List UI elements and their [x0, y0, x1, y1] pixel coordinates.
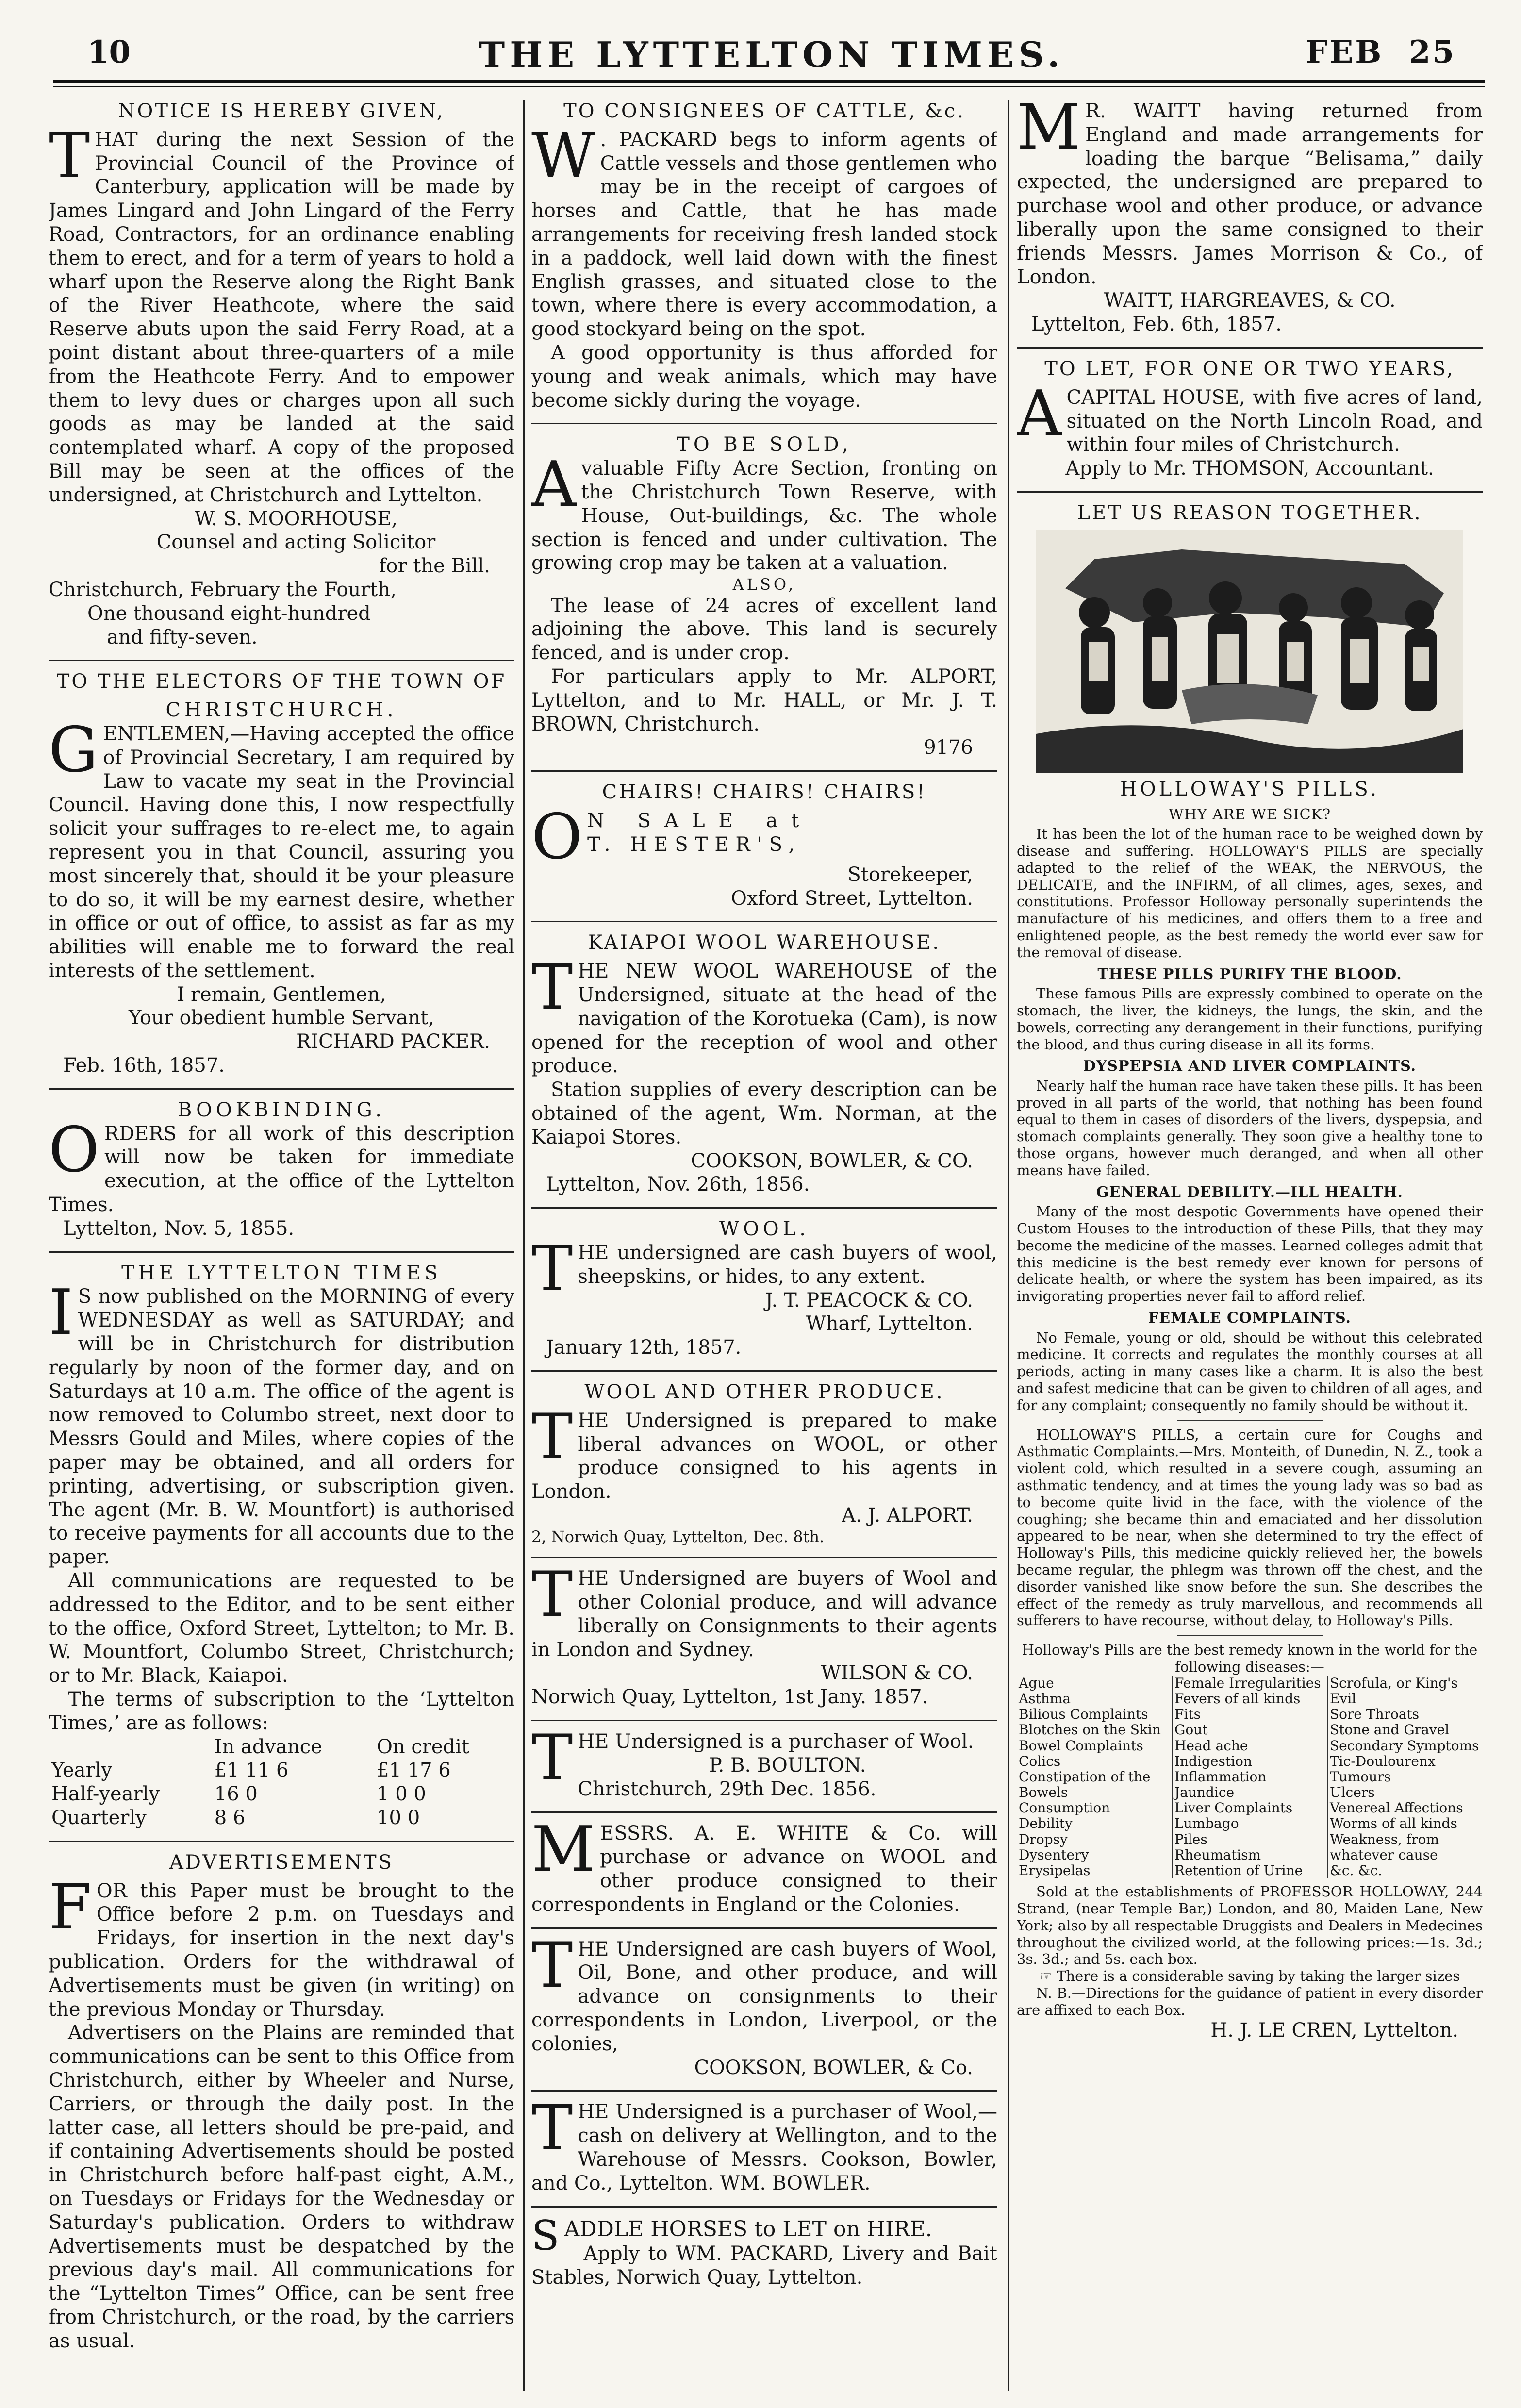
- issue-month: FEB: [1306, 34, 1384, 70]
- table-row: [49, 1806, 514, 1830]
- ad-heading: TO THE ELECTORS OF THE TOWN OF: [56, 670, 507, 693]
- also-label: ALSO,: [732, 575, 796, 594]
- section-heading: DYSPEPSIA AND LIVER COMPLAINTS.: [1083, 1058, 1417, 1075]
- ad-advertisements: [49, 1842, 514, 2364]
- ad-body: Many of the most despotic Governments have opened their Custom Houses to the introduction of these Pills, that they may become the medicine of the masses. Learned colleges admit that this medicine is the best remedy ever known for persons of delicate health, or where the system has been impaired, as its invigorating properties never fail to afford relief.: [1017, 1203, 1483, 1305]
- date-line: Lyttelton, Nov. 26th, 1856.: [546, 1173, 810, 1196]
- drop-cap: G: [49, 714, 99, 786]
- divider: [1177, 1635, 1323, 1636]
- ad-body: HE Undersigned is a purchaser of Wool.: [578, 1730, 974, 1753]
- column-2: [531, 100, 997, 2381]
- masthead: [58, 34, 1485, 78]
- row-label: Half-yearly: [51, 1783, 160, 1806]
- drop-cap: T: [531, 1400, 573, 1473]
- divider: [1177, 1420, 1323, 1421]
- drop-cap: I: [49, 1277, 73, 1349]
- drop-cap: S: [531, 2211, 560, 2259]
- drop-cap: T: [531, 951, 573, 1024]
- product-title: HOLLOWAY'S PILLS.: [1120, 778, 1380, 800]
- drop-cap: W: [531, 119, 595, 192]
- disease-column: Scrofula, or King's Evil Sore Throats Stone and Gravel Secondary Symptoms Tic-Doulourenx Tumours Ulcers Venereal Affections Worms of all kinds Weakness, from whatever cause &c. &c.: [1327, 1676, 1483, 1878]
- ad-body: Sold at the establishments of PROFESSOR HOLLOWAY, 244 Strand, (near Temple Bar,) London, and 80, Maiden Lane, New York; also by all respectable Druggists and Dealers in Medecines throughout the civilized world, at the following prices:—1s. 3d.; 3s. 3d.; and 5s. each box.: [1017, 1883, 1483, 1968]
- signature-role: Counsel and acting Solicitor: [156, 531, 436, 554]
- ad-body: . PACKARD begs to inform agents of Cattle vessels and those gentlemen who may be in the receipt of cargoes of horses and Cattle, that he has made arrangements for receiving fresh landed stock in a paddock, well laid down with the finest English grasses, and situated close to the town, where there is every accommodation, a good stockyard being on the spot.: [531, 128, 997, 341]
- drop-cap: O: [531, 800, 582, 873]
- date-line: Norwich Quay, Lyttelton, 1st Jany. 1857.: [531, 1686, 928, 1709]
- saving-note: [1017, 1968, 1483, 1985]
- page-number: 10: [87, 34, 131, 70]
- table-row: [49, 1759, 514, 1782]
- column-divider: [1008, 100, 1009, 2391]
- ad-saddle-horses: [531, 2208, 997, 2300]
- closing: Your obedient humble Servant,: [128, 1007, 435, 1030]
- ad-body: Advertisers on the Plains are reminded that communications can be sent to this Office from Christchurch, either by Wheeler and Nurse, Carriers, or through the daily post. In the latter case, all letters should be pre-paid, and if containing Advertisements should be posted in Christchurch before half-past eight, A.M., on Tuesdays or Fridays for the Wednesday or Saturday's publication. Orders to withdraw Advertisements must be despatched by the previous day's mail. All communications for the “Lyttelton Times” Office, can be sent free from Christchurch, or the road, by the carriers as usual.: [49, 2022, 514, 2352]
- ad-body: Nearly half the human race have taken these pills. It has been proved in all parts of the world, that nothing has been found equal to them in cases of disorders of the livers, dyspepsia, and stomach complaints generally. They soon give a healthy tone to those organs, however much deranged, and when all other means have failed.: [1017, 1077, 1483, 1179]
- closing: I remain, Gentlemen,: [177, 983, 386, 1006]
- section-heading: GENERAL DEBILITY.—ILL HEALTH.: [1096, 1183, 1404, 1201]
- date-line: Lyttelton, Feb. 6th, 1857.: [1031, 313, 1282, 336]
- ad-body: CAPITAL HOUSE, with five acres of land, situated on the North Lincoln Road, and within four miles of Christchurch.: [1066, 386, 1483, 456]
- disease-column: Female Irregularities Fevers of all kinds Fits Gout Head ache Indigestion Inflammation Jaundice Liver Complaints Lumbago Piles Rheumatism Retention of Urine: [1172, 1676, 1327, 1878]
- ad-body: These famous Pills are expressly combined to operate on the stomach, the liver, the kidneys, the lungs, the skin, and the bowels, correcting any derangement in their functions, purifying the blood, and thus curing disease in all its forms.: [1017, 985, 1483, 1053]
- disease-column: Ague Asthma Bilious Complaints Blotches on the Skin Bowel Complaints Colics Constipation of the Bowels Consumption Debility Dropsy Dysentery Erysipelas: [1019, 1675, 1161, 1879]
- place: Wharf, Lyttelton.: [806, 1312, 973, 1335]
- column-1: [49, 100, 514, 2381]
- date-line: One thousand eight-hundred: [87, 602, 371, 625]
- drop-cap: A: [1017, 377, 1062, 450]
- column-header: In advance: [214, 1735, 322, 1758]
- ad-heading: CHRISTCHURCH.: [165, 699, 397, 722]
- ad-body: It has been the lot of the human race to be weighed down by disease and suffering. HOLLOWAY'S PILLS are specially adapted to the relief of the WEAK, the NERVOUS, the DELICATE, and the INFIRM, of all climes, ages, sexes, and constitutions. Professor Holloway personally superintends the manufacture of his medicines, and offers them to a free and enlightened people, as the best remedy the world ever saw for the removal of disease.: [1017, 826, 1483, 961]
- subscription-table: [49, 1735, 514, 1830]
- ad-heading: LET US REASON TOGETHER.: [1077, 501, 1422, 524]
- drop-cap: A: [531, 448, 577, 521]
- ad-bookbinding: [49, 1090, 514, 1253]
- ad-body: S now published on the MORNING of every WEDNESDAY as well as SATURDAY; and will be in Christchurch for distribution regularly by noon of the former day, and on Saturdays at 10 a.m. The office of the agent is now removed to Columbo street, next door to Messrs Gould and Miles, where copies of the paper may be obtained, and all orders for printing, advertising, or subscription given. The agent (Mr. B. W. Mountfort) is authorised to receive payments for all accounts due to the paper.: [49, 1285, 514, 1569]
- price-credit: £1 17 6: [377, 1759, 451, 1782]
- ad-boulton: [531, 1721, 997, 1813]
- ad-body: N. B.—Directions for the guidance of patient in every disorder are affixed to each Box.: [1017, 1985, 1483, 2018]
- date-line: January 12th, 1857.: [546, 1336, 742, 1359]
- pointing-hand-icon: ☞: [1039, 1968, 1052, 1985]
- ad-heading: KAIAPOI WOOL WAREHOUSE.: [588, 931, 941, 954]
- ad-body: HE Undersigned are cash buyers of Wool, Oil, Bone, and other produce, and will advance on consignments to their correspondents in London, Liverpool, or the colonies,: [531, 1938, 997, 2055]
- signature: WILSON & CO.: [821, 1662, 973, 1685]
- illustration-figures: [1036, 530, 1463, 773]
- signature: H. J. LE CREN, Lyttelton.: [1210, 2019, 1458, 2042]
- ad-chairs: [531, 772, 997, 922]
- ad-body: OR this Paper must be brought to the Office before 2 p.m. on Tuesdays and Fridays, for insertion in the next day's publication. Orders for the withdrawal of Advertisements must be given (in writing) on the previous Monday or Thursday.: [49, 1879, 514, 2021]
- row-label: Yearly: [51, 1759, 112, 1782]
- ad-electors: [49, 661, 514, 1090]
- ad-body: The terms of subscription to the ‘Lyttelton Times,’ are as follows:: [49, 1688, 514, 1734]
- ad-cattle: [531, 100, 997, 424]
- price-advance: £1 11 6: [214, 1759, 289, 1782]
- ad-heading: THE LYTTELTON TIMES: [121, 1262, 442, 1284]
- ad-body: ENTLEMEN,—Having accepted the office of Provincial Secretary, I am required by Law to vacate my seat in the Provincial Council. Having done this, I now respectfully solicit your suffrages to re-elect me, to again represent you in that Council, assuring you most sincerely that, should it be your pleasure to do so, it will be my earnest desire, whether in office or out of office, to assist as far as my abilities will enable me to forward the real interests of the settlement.: [49, 722, 514, 982]
- ad-body: valuable Fifty Acre Section, fronting on the Christchurch Town Reserve, with House, Out-buildings, &c. The whole section is fenced and under cultivation. The growing crop may be taken at a valuation.: [531, 457, 997, 575]
- signature: J. T. PEACOCK & CO.: [765, 1289, 973, 1312]
- drop-cap: T: [49, 119, 90, 192]
- ad-body: The lease of 24 acres of excellent land adjoining the above. This land is securely fenced, and is under crop.: [531, 594, 997, 664]
- price-advance: 8 6: [214, 1806, 246, 1829]
- signature: W. S. MOORHOUSE,: [194, 507, 398, 530]
- ad-heading: TO BE SOLD,: [677, 433, 852, 456]
- ad-body: For particulars apply to Mr. ALPORT, Lyttelton, and to Mr. HALL, or Mr. J. T. BROWN, Christchurch.: [531, 665, 997, 735]
- ad-body: RDERS for all work of this description will now be taken for immediate execution, at the office of the Lyttelton Times.: [49, 1122, 514, 1216]
- signature: WM. BOWLER.: [720, 2172, 871, 2194]
- ad-body: ESSRS. A. E. WHITE & Co. will purchase or advance on WOOL and other produce consigned to their correspondents in England or the Colonies.: [531, 1822, 997, 1916]
- ad-to-let: [1017, 349, 1483, 493]
- drop-cap: O: [49, 1113, 99, 1186]
- signature: COOKSON, BOWLER, & Co.: [694, 2056, 973, 2079]
- diseases-table: [1017, 1676, 1483, 1878]
- signature: WAITT, HARGREAVES, & CO.: [1104, 289, 1396, 312]
- section-heading: WHY ARE WE SICK?: [1168, 806, 1331, 823]
- section-heading: THESE PILLS PURIFY THE BLOOD.: [1097, 965, 1402, 983]
- column-divider: [523, 100, 525, 2391]
- paper-title: THE LYTTELTON TIMES.: [479, 34, 1065, 75]
- ad-body: All communications are requested to be addressed to the Editor, and to be sent either to the office, Oxford Street, Lyttelton; to Mr. B. W. Mountfort, Columbo Street, Christchurch; or to Mr. Black, Kaiapoi.: [49, 1570, 514, 1687]
- signature: P. B. BOULTON.: [709, 1754, 866, 1777]
- ad-line: Oxford Street, Lyttelton.: [731, 887, 973, 910]
- table-header: [49, 1735, 514, 1759]
- ad-body: HE Undersigned is a purchaser of Wool,—cash on delivery at Wellington, and to the Warehouse of Messrs. Cookson, Bowler, and Co., Lyttelton.: [531, 2101, 997, 2194]
- ad-heading: TO CONSIGNEES OF CATTLE, &c.: [563, 100, 965, 122]
- ad-cookson: [531, 1929, 997, 2092]
- column-header: On credit: [377, 1735, 470, 1758]
- column-3: [1017, 100, 1483, 2381]
- signature: RICHARD PACKER.: [296, 1030, 490, 1053]
- ad-heading: ADDLE HORSES to LET on HIRE.: [564, 2216, 932, 2242]
- drop-cap: T: [531, 1559, 573, 1631]
- ad-body: HE undersigned are cash buyers of wool, sheepskins, or hides, to any extent.: [578, 1242, 997, 1288]
- date-line: 2, Norwich Quay, Lyttelton, Dec. 8th.: [531, 1527, 825, 1546]
- signature-role: for the Bill.: [379, 555, 490, 578]
- ad-body: Station supplies of every description can be obtained of the agent, Wm. Norman, at the Kaiapoi Stores.: [531, 1079, 997, 1148]
- ad-body: HE NEW WOOL WAREHOUSE of the Undersigned, situate at the head of the navigation of the Korotueka (Cam), is now opened for the reception of wool and other produce.: [531, 960, 997, 1078]
- issue-date: [1306, 34, 1456, 70]
- table-row: [49, 1782, 514, 1806]
- ad-line: Storekeeper,: [847, 863, 973, 886]
- ad-heading: TO LET, FOR ONE OR TWO YEARS,: [1044, 357, 1455, 380]
- drop-cap: T: [531, 1721, 573, 1794]
- masthead-rule-thin: [53, 86, 1485, 87]
- date-line: Lyttelton, Nov. 5, 1855.: [63, 1217, 295, 1240]
- ad-body: A good opportunity is thus afforded for young and weak animals, which may have become sickly during the voyage.: [531, 341, 997, 412]
- ad-heading: WOOL AND OTHER PRODUCE.: [584, 1381, 944, 1403]
- ad-body: No Female, young or old, should be without this celebrated medicine. It corrects and regulates the monthly courses at all periods, acting in many cases like a charm. It is also the best and safest medicine that can be given to children of all ages, and for any complaint; consequently no family should be without it.: [1017, 1329, 1483, 1413]
- ad-body: HOLLOWAY'S PILLS, a certain cure for Coughs and Asthmatic Complaints.—Mrs. Monteith, of Dunedin, N. Z., took a violent cold, which resulted in a severe cough, assuming an asthmatic tendency, and at times the young lady was so bad as to become quite livid in the face, with the violence of the coughing; she became thin and emaciated and her dissolution appeared to be near, when she determined to try the effect of Holloway's Pills, this medicine quickly relieved her, the bowels became regular, the phlegm was thrown off the chest, and the disorder vanished like snow before the sun. She describes the effect of the remedy as truly marvellous, and recommends all sufferers to have recourse, without delay, to Holloway's Pills.: [1017, 1426, 1483, 1629]
- signature: A. J. ALPORT.: [842, 1504, 973, 1527]
- date-line: Feb. 16th, 1857.: [63, 1054, 225, 1077]
- ad-wilson: [531, 1558, 997, 1721]
- price-credit: 10 0: [377, 1806, 420, 1829]
- signature: COOKSON, BOWLER, & CO.: [691, 1149, 973, 1172]
- date-line: Christchurch, February the Fourth,: [49, 578, 397, 601]
- ad-body: HE Undersigned is prepared to make liberal advances on WOOL, or other produce consigned to his agents in London.: [531, 1409, 997, 1503]
- ad-line: T. HESTER'S,: [587, 833, 802, 856]
- date-line: Christchurch, 29th Dec. 1856.: [578, 1777, 876, 1800]
- ad-heading: WOOL.: [719, 1218, 810, 1241]
- issue-day: 25: [1408, 34, 1456, 70]
- ad-heading: ADVERTISEMENTS: [169, 1851, 394, 1874]
- apply-line: Apply to Mr. THOMSON, Accountant.: [1065, 457, 1434, 480]
- section-heading: FEMALE COMPLAINTS.: [1148, 1310, 1352, 1327]
- masthead-rule: [53, 80, 1485, 83]
- ad-lyttelton-times: [49, 1253, 514, 1842]
- row-label: Quarterly: [51, 1806, 147, 1829]
- ad-line: N SALE at: [587, 809, 813, 832]
- drop-cap: M: [1017, 100, 1081, 164]
- drop-cap: T: [531, 1233, 573, 1306]
- ad-notice-wharf: [49, 100, 514, 661]
- ad-wool: [531, 1209, 997, 1372]
- ad-to-be-sold: [531, 424, 997, 772]
- saving-text: There is a considerable saving by taking the larger sizes: [1057, 1968, 1460, 1985]
- ad-bowler: [531, 2092, 997, 2207]
- ad-heading: BOOKBINDING.: [178, 1098, 385, 1121]
- ad-waitt: [1017, 100, 1483, 349]
- ad-white: [531, 1813, 997, 1928]
- reference-number: 9176: [924, 736, 973, 759]
- ad-kaiapoi: [531, 922, 997, 1209]
- ad-heading: NOTICE IS HEREBY GIVEN,: [118, 100, 445, 122]
- ad-wool-produce: [531, 1372, 997, 1558]
- ad-body: HE Undersigned are buyers of Wool and other Colonial produce, and will advance liberally on Consignments to their agents in London and Sydney.: [531, 1567, 997, 1661]
- price-credit: 1 0 0: [377, 1783, 426, 1806]
- drop-cap: F: [49, 1871, 92, 1943]
- list-intro: Holloway's Pills are the best remedy known in the world for the following diseases:—: [1022, 1642, 1478, 1675]
- price-advance: 16 0: [214, 1783, 258, 1806]
- ad-body: R. WAITT having returned from England and made arrangements for loading the barque “Belisama,” daily expected, the undersigned are prepared to purchase wool and other produce, or advance liberally upon the same consigned to their friends Messrs. James Morrison & Co., of London.: [1017, 100, 1483, 288]
- ad-body: Apply to WM. PACKARD, Livery and Bait Stables, Norwich Quay, Lyttelton.: [531, 2242, 997, 2289]
- drop-cap: M: [531, 1813, 595, 1886]
- drop-cap: T: [531, 2092, 573, 2165]
- drop-cap: T: [531, 1929, 573, 2002]
- ad-holloway: [1017, 493, 1483, 2053]
- ad-body: HAT during the next Session of the Provincial Council of the Province of Canterbury, application will be made by James Lingard and John Lingard of the Ferry Road, Contractors, for an ordinance enabling them to erect, and for a term of years to hold a wharf upon the Reserve along the Right Bank of the River Heathcote, where the said Reserve abuts upon the said Ferry Road, at a point distant about three-quarters of a mile from the Heathcote Ferry. And to empower them to levy dues or charges upon all such goods as may be landed at the said contemplated wharf. A copy of the proposed Bill may be seen at the offices of the undersigned, at Christchurch and Lyttelton.: [49, 128, 514, 506]
- date-line: and fifty-seven.: [107, 626, 258, 648]
- ad-heading: CHAIRS! CHAIRS! CHAIRS!: [602, 781, 927, 804]
